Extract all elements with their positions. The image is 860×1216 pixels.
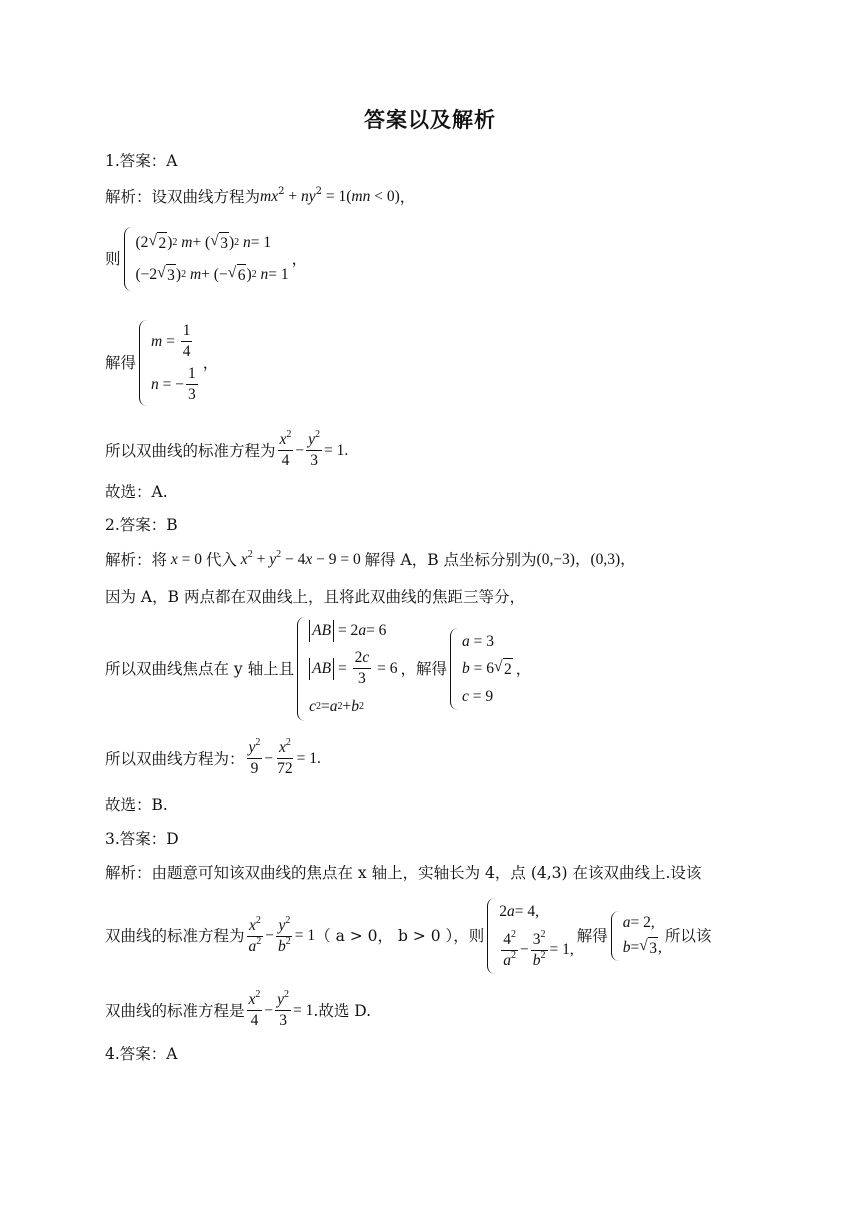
q3-sol-b: b = √ 3 , — [623, 937, 662, 960]
q1-solution-line: 解得 m = $\frac{1}{4}$ n = − $\frac{1}{3}$ ， — [105, 320, 218, 406]
q2-equation: $\frac{y^2}{9}$ − $\frac{x^2}{72}$ = 1. — [248, 737, 321, 777]
q1-system-row-1: (2 √ 2 ) 2 m + ( √ 3 ) 2 n = 1 — [136, 232, 289, 255]
q2-text-b: 代入 — [205, 551, 237, 569]
q1-solution-n: n = − $\frac{1}{3}$ — [151, 365, 196, 403]
brace-icon — [124, 227, 133, 291]
q2-x-equals-zero: x = 0 — [170, 551, 206, 568]
q3-sol-a: a = 2, — [622, 914, 655, 932]
brace-icon — [139, 320, 148, 406]
q2-cond-row-3: c 2 = a 2 + b 2 — [309, 697, 365, 715]
q3-final-equation: $\frac{x^2}{4}$ − $\frac{y^2}{3}$ = 1 — [248, 989, 314, 1029]
q2-pick: 故选：B. — [105, 796, 168, 814]
q2-line-3: 所以双曲线焦点在 y 轴上且 AB = 2 a = 6 AB = $\frac{2c}{3}$ = 6 c 2 = a 2 + b 2 ，解得 a = 3 b = 6 √ 2 c = 9 ， — [105, 617, 531, 721]
q1-standard-prefix: 所以双曲线的标准方程为 — [105, 441, 276, 460]
q1-equation-system — [124, 227, 289, 291]
q2-condition-system — [297, 617, 397, 721]
q1-system-row-2: (−2 √ 3 ) 2 m + (− √ 6 ) 2 n = 1 — [136, 264, 289, 287]
q2-sol-c: c = 9 — [461, 687, 494, 705]
q1-solution-m: m = $\frac{1}{4}$ — [151, 322, 191, 360]
q2-sol-a: a = 3 — [461, 632, 494, 650]
q1-main-equation: $mx^2 + ny^2 = 1(mn < 0)$ — [260, 186, 400, 205]
q2-cond-row-1: AB = 2 a = 6 — [309, 620, 397, 642]
q2-text-a: 解析：将 — [105, 551, 168, 569]
q3-line-1: 解析：由题意可知该双曲线的焦点在 x 轴上，实轴长为 4，点 (4,3) 在该双曲线上.设该 — [105, 864, 702, 882]
q2-line-2: 因为 A，B 两点都在双曲线上，且将此双曲线的焦距三等分， — [105, 588, 525, 606]
q2-sol-b: b = 6 √ 2 — [462, 658, 513, 681]
q2-circle-equation: $x^2 + y^2 - 4x - 9 = 0$ — [240, 549, 365, 568]
q2-solve-text: ，解得 — [400, 660, 447, 678]
q3-standard-form: $\frac{x^2}{a^2}$ − $\frac{y^2}{b^2}$ = 1 — [248, 914, 316, 955]
q3-cond-row-1: 2 a = 4, — [499, 903, 539, 921]
q1-solution-system — [139, 320, 200, 406]
q1-solve-text: 解得 — [105, 354, 137, 372]
q3-answer: 3.答案：D — [105, 830, 179, 848]
q2-equation-line — [105, 738, 321, 779]
q3-line-3 — [105, 990, 371, 1031]
q1-standard-equation: $\frac{x^2}{4}$ − $\frac{y^2}{3}$ = 1. — [279, 429, 349, 469]
q2-eq-prefix: 所以双曲线方程为： — [105, 749, 245, 768]
brace-icon — [487, 898, 496, 974]
q1-standard-line — [105, 430, 348, 471]
brace-icon — [297, 617, 306, 721]
q2-answer: 2.答案：B — [105, 516, 178, 534]
q4-answer: 4.答案：A — [105, 1045, 178, 1063]
q2-cond-row-2: AB = $\frac{2c}{3}$ = 6 — [309, 648, 397, 689]
q3-line2-prefix: 双曲线的标准方程为 — [105, 927, 245, 945]
q2-points: (0,−3)，(0,3)， — [536, 551, 636, 568]
brace-icon — [611, 911, 620, 961]
q1-pick: 故选：A. — [105, 483, 168, 501]
page-title: 答案以及解析 — [364, 108, 496, 132]
q1-system-line: 则 (2 √ 2 ) 2 m + ( √ 3 ) 2 n = 1 (−2 √ 3 ) 2 m + (− √ 6 ) 2 n = 1 ， — [105, 227, 307, 291]
q3-solution-system — [611, 911, 662, 961]
brace-icon — [450, 628, 459, 710]
q2-line3-prefix: 所以双曲线焦点在 y 轴上且 — [105, 660, 295, 678]
q1-intro-line: 解析：设双曲线方程为 $mx^2 + ny^2 = 1(mn < 0)$ ， — [105, 185, 415, 208]
q3-suffix: 所以该 — [664, 927, 712, 945]
q3-cond-row-2: $\frac{4^2}{a^2}$ − $\frac{3^2}{b^2}$ = 1, — [503, 928, 574, 969]
q3-solve-text: 解得 — [576, 927, 608, 945]
q2-line-1 — [105, 549, 636, 571]
q3-line3-suffix: .故选 D. — [313, 1001, 372, 1020]
q1-answer: 1.答案：A — [105, 152, 178, 170]
q3-line-2 — [105, 898, 711, 974]
q1-then-text: 则 — [105, 250, 121, 268]
q3-condition-system — [487, 898, 574, 974]
q1-intro-text: 解析：设双曲线方程为 — [105, 187, 261, 206]
q2-solution-system — [450, 628, 513, 710]
q3-line3-prefix: 双曲线的标准方程是 — [105, 1001, 245, 1020]
q2-text-c: 解得 A，B 点坐标分别为 — [364, 551, 537, 569]
q3-condition: （ a > 0， b > 0 ），则 — [315, 927, 485, 945]
